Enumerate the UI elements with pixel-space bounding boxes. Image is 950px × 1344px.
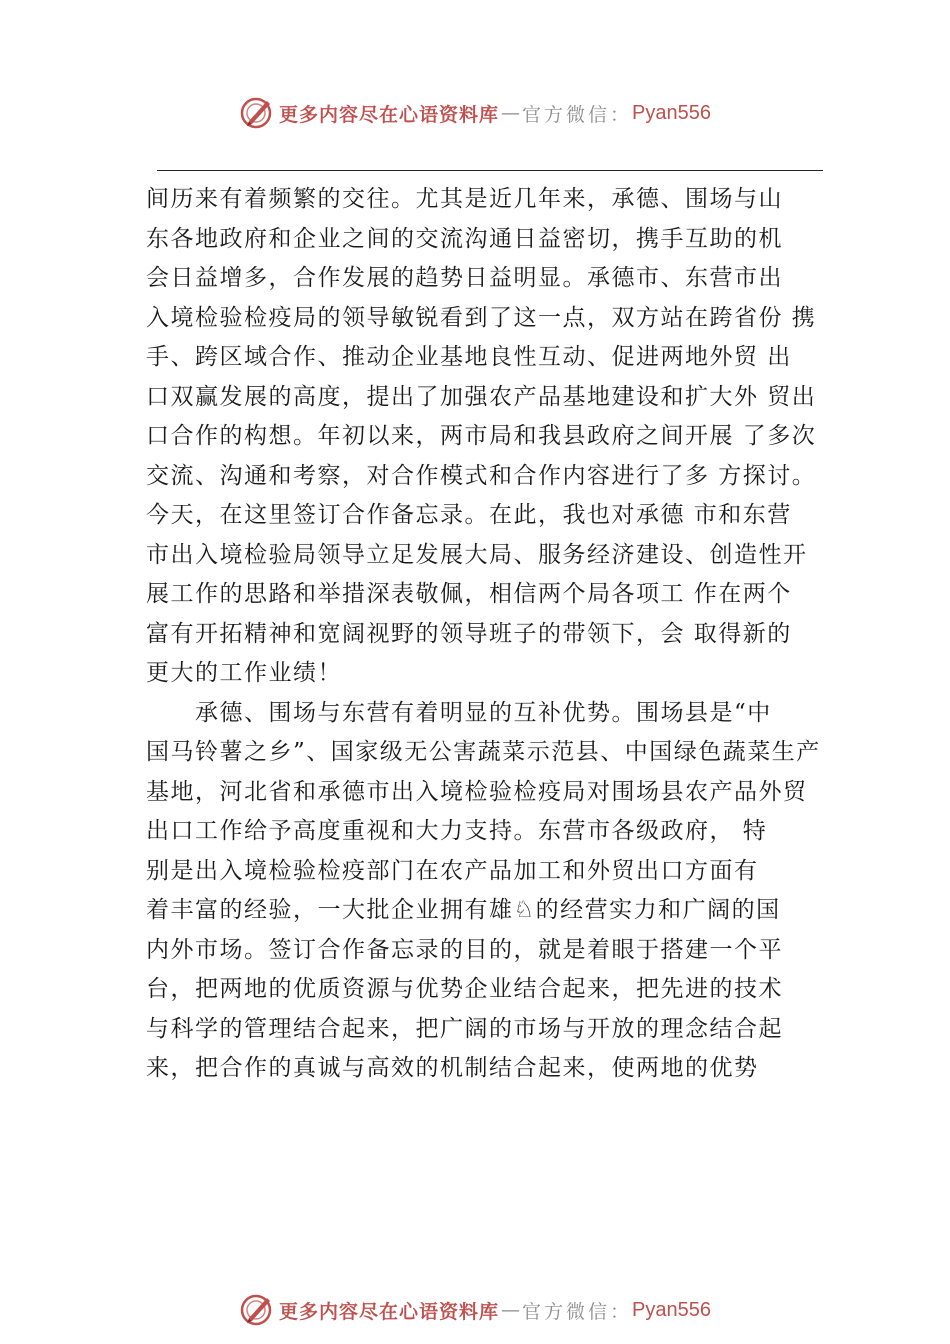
text-line: 东各地政府和企业之间的交流沟通日益密切，携手互助的机 [146,225,783,252]
text-line: 更大的工作业绩！ [146,660,342,686]
footer-banner [0,1290,950,1330]
text-line: 手、跨区域合作、推动企业基地良性互动、促进两地外贸 出 [146,344,792,370]
text-line: 间历来有着频繁的交往。尤其是近几年来，承德、围场与山 [146,186,783,212]
text-line: 别是出入境检验检疫部门在农产品加工和外贸出口方面有 [146,857,759,884]
text-line: 口双赢发展的高度，提出了加强农产品基地建设和扩大外 贸出 [146,383,817,410]
brand-logo-icon [239,1292,275,1328]
text-line: 展工作的思路和举措深表敬佩，相信两个局各项工 作在两个 [146,581,792,607]
text-line: 富有开拓精神和宽阔视野的领导班子的带领下，会 取得新的 [146,620,792,647]
header-banner [0,93,950,133]
text-line: 国马铃薯之乡”、国家级无公害蔬菜示范县、中国绿色蔬菜生产 [146,739,821,765]
text-line: 市出入境检验局领导立足发展大局、服务经济建设、创造性开 [146,541,808,568]
header-wechat-label: 官方微信： [522,103,633,126]
text-line: 出口工作给予高度重视和大力支持。东营市各级政府， 特 [146,818,768,844]
header-title: 更多内容尽在心语资料库 [279,103,500,126]
text-line: 交流、沟通和考察，对合作模式和合作内容进行了多 方探讨。 [146,462,817,489]
text-line: 与科学的管理结合起来，把广阔的市场与开放的理念结合起 [146,1015,783,1042]
header-divider [157,170,823,171]
header-wechat-id: Pyan556 [632,101,711,124]
text-line: 来，把合作的真诚与高效的机制结合起来，使两地的优势 [146,1055,759,1081]
document-body [146,180,836,1089]
brand-logo-icon [239,95,275,131]
footer-title: 更多内容尽在心语资料库 [279,1300,500,1323]
header-dash: — [501,102,521,124]
text-line: 承德、围场与东营有着明显的互补优势。围场县是“中 [146,699,772,726]
footer-dash: — [501,1299,521,1321]
text-line: 内外市场。签订合作备忘录的目的，就是着眼于搭建一个平 [146,936,783,963]
text-line: 入境检验检疫局的领导敏锐看到了这一点，双方站在跨省份 携 [146,304,817,331]
text-line: 今天，在这里签订合作备忘录。在此，我也对承德 市和东营 [146,502,792,528]
text-line: 会日益增多，合作发展的趋势日益明显。承德市、东营市出 [146,265,783,291]
text-line: 台，把两地的优质资源与优势企业结合起来，把先进的技术 [146,976,783,1002]
footer-wechat-id: Pyan556 [632,1298,711,1321]
footer-wechat-label: 官方微信： [522,1300,633,1323]
text-line: 着丰富的经验，一大批企业拥有雄♘的经营实力和广阔的国 [146,897,781,923]
text-line: 口合作的构想。年初以来，两市局和我县政府之间开展 了多次 [146,423,817,449]
text-line: 基地，河北省和承德市出入境检验检疫局对围场县农产品外贸 [146,778,808,805]
